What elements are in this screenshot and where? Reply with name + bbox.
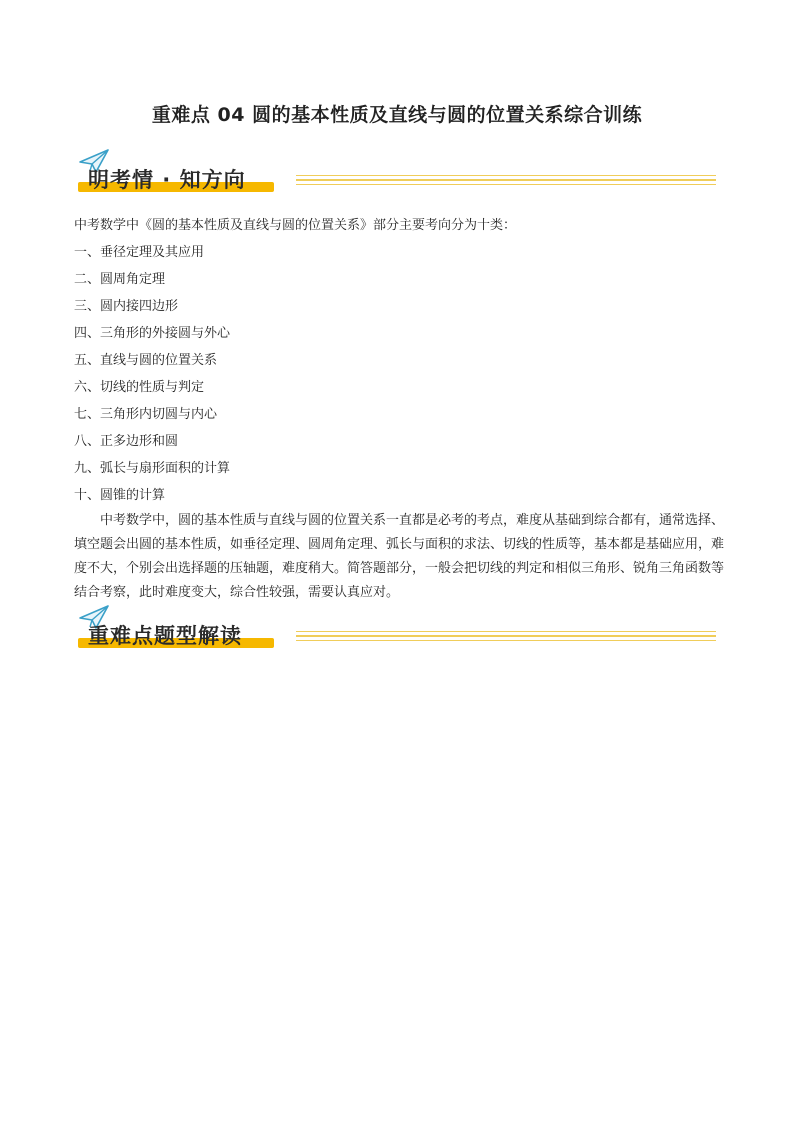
topic-item: 十、圆锥的计算 [74,488,166,503]
divider-line [296,184,716,185]
topic-item: 五、直线与圆的位置关系 [74,353,218,368]
section-heading: 明考情 · 知方向 [88,168,246,192]
topic-item: 九、弧长与扇形面积的计算 [74,461,231,476]
divider-line [296,631,716,632]
section-content [74,212,724,605]
divider-line [296,640,716,641]
divider-line [296,179,716,181]
section-heading: 重难点题型解读 [88,624,242,648]
topic-item: 三、圆内接四边形 [74,299,179,314]
topic-item: 七、三角形内切圆与内心 [74,407,218,422]
topic-item: 一、垂径定理及其应用 [74,245,205,260]
divider-line [296,635,716,637]
section-banner-exam-trends [74,148,718,198]
topic-item: 四、三角形的外接圆与外心 [74,326,231,341]
summary-paragraph: 中考数学中，圆的基本性质与直线与圆的位置关系一直都是必考的考点，难度从基础到综合都有，通常选择、填空题会出圆的基本性质，如垂径定理、圆周角定理、弧长与面积的求法、切线的性质等，基本都是基础应用，难度不大，个别会出选择题的压轴题，难度稍大。简答题部分，一般会把切线的判定和相似三角形、锐角三角函数等结合考察，此时难度变大，综合性较强，需要认真应对。 [74,513,725,600]
topic-item: 六、切线的性质与判定 [74,380,205,395]
topic-item: 二、圆周角定理 [74,272,166,287]
topic-item: 八、正多边形和圆 [74,434,179,449]
intro-text: 中考数学中《圆的基本性质及直线与圆的位置关系》部分主要考向分为十类： [74,218,517,233]
divider-line [296,175,716,176]
section-banner-question-types [74,604,718,654]
page-title: 重难点 04 圆的基本性质及直线与圆的位置关系综合训练 [151,104,643,126]
